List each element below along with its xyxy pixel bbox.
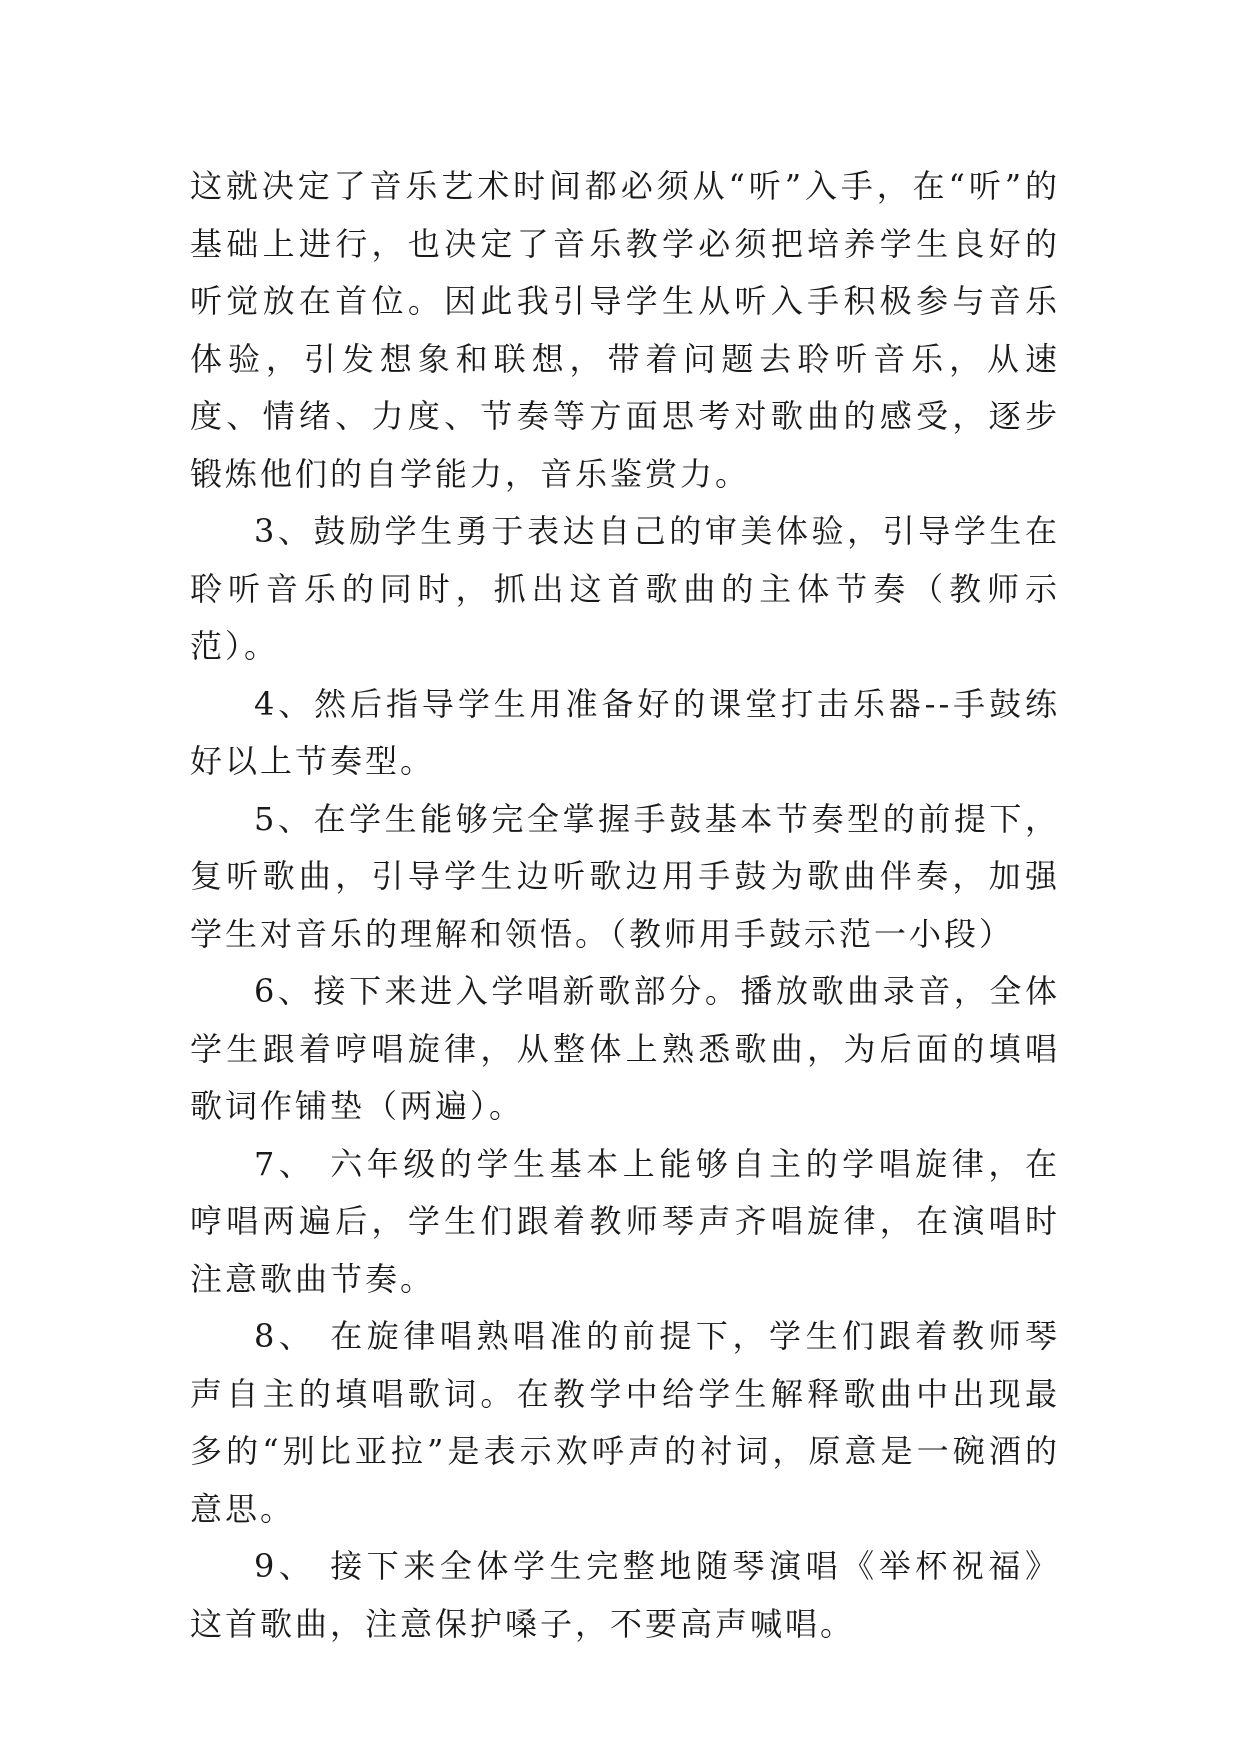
paragraph-step-6: 6、接下来进入学唱新歌部分。播放歌曲录音，全体学生跟着哼唱旋律，从整体上熟悉歌曲，为后面的填唱歌词作铺垫（两遍）。 xyxy=(190,972,1060,1125)
document-body xyxy=(190,158,1060,1653)
paragraph-step-4: 4、然后指导学生用准备好的课堂打击乐器--手鼓练好以上节奏型。 xyxy=(190,684,1060,780)
paragraph-continuation: 这就决定了音乐艺术时间都必须从“听”入手，在“听”的基础上进行，也决定了音乐教学必须把培养学生良好的听觉放在首位。因此我引导学生从听入手积极参与音乐体验，引发想象和联想，带着问题去聆听音乐，从速度、情绪、力度、节奏等方面思考对歌曲的感受，逐步锻炼他们的自学能力，音乐鉴赏力。 xyxy=(190,167,1060,493)
paragraph-step-5: 5、在学生能够完全掌握手鼓基本节奏型的前提下，复听歌曲，引导学生边听歌边用手鼓为歌曲伴奏，加强学生对音乐的理解和领悟。（教师用手鼓示范一小段） xyxy=(190,799,1060,953)
paragraph-step-7: 7、 六年级的学生基本上能够自主的学唱旋律，在哼唱两遍后，学生们跟着教师琴声齐唱旋律，在演唱时注意歌曲节奏。 xyxy=(190,1144,1060,1298)
paragraph-step-9: 9、 接下来全体学生完整地随琴演唱《举杯祝福》这首歌曲，注意保护嗓子，不要高声喊唱。 xyxy=(190,1547,1060,1643)
paragraph-step-8: 8、 在旋律唱熟唱准的前提下，学生们跟着教师琴声自主的填唱歌词。在教学中给学生解释歌曲中出现最多的“别比亚拉”是表示欢呼声的衬词，原意是一碗酒的意思。 xyxy=(190,1317,1060,1528)
paragraph-step-3: 3、鼓励学生勇于表达自己的审美体验，引导学生在聆听音乐的同时，抓出这首歌曲的主体节奏（教师示范）。 xyxy=(190,512,1060,665)
